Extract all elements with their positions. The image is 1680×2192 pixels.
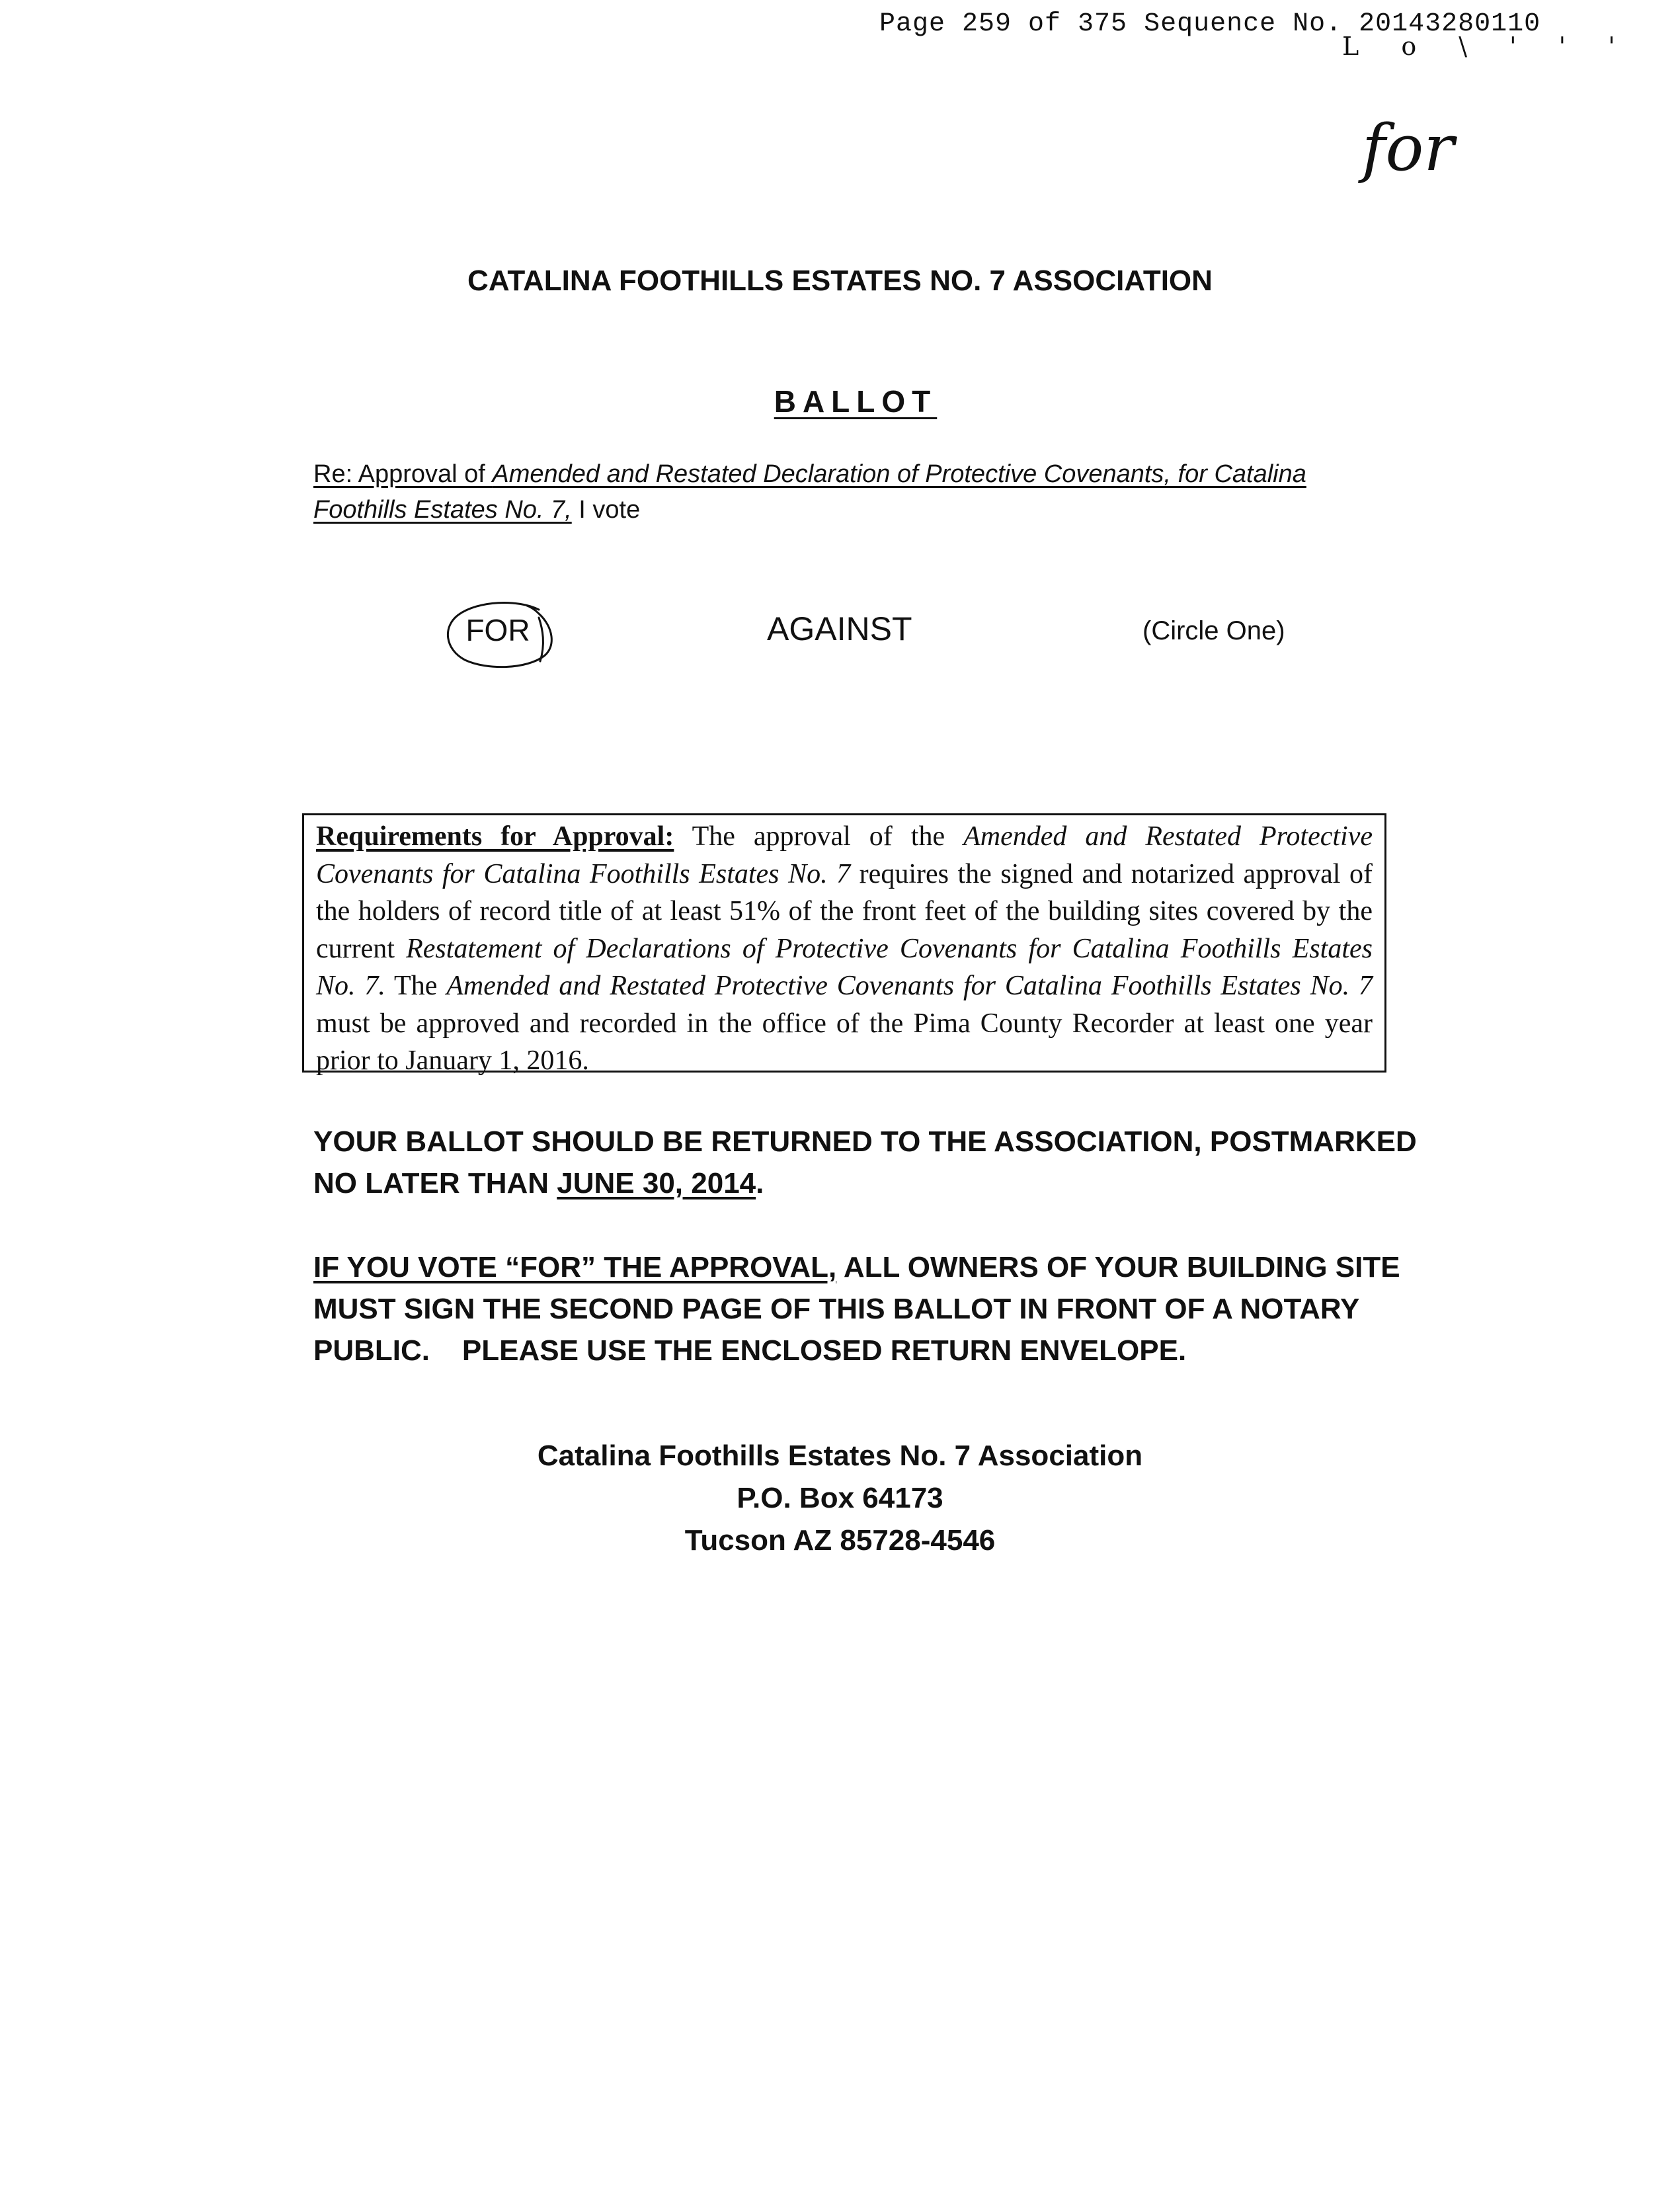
handwritten-note: for <box>1362 111 1455 185</box>
re-document-title: Amended and Restated Declaration of Protective Covenants, for Catalina Foothills Estates No. 7, <box>313 460 1306 524</box>
association-name: Catalina Foothills Estates No. 7 Association <box>537 1440 1143 1472</box>
requirements-italic-3: Amended and Restated Protective Covenants for Catalina Foothills Estates No. 7 <box>446 971 1373 1001</box>
association-address <box>0 1435 1680 1562</box>
envelope-notice: PLEASE USE THE ENCLOSED RETURN ENVELOPE. <box>461 1334 1187 1367</box>
requirements-box <box>302 813 1386 1076</box>
requirements-label: Requirements for Approval: <box>316 821 674 852</box>
association-po-box: P.O. Box 64173 <box>737 1482 943 1514</box>
association-city-zip: Tucson AZ 85728-4546 <box>684 1524 996 1557</box>
requirements-italic-2: Restatement of Declarations of Protective Covenants for Catalina Foothills Estates No. 7. <box>316 933 1373 1001</box>
page-sequence-header: Page 259 of 375 Sequence No. 20143280110 <box>879 9 1541 39</box>
return-notice <box>313 1121 1424 1204</box>
re-suffix: I vote <box>571 496 641 524</box>
signing-notice-underlined: IF YOU VOTE “FOR” THE APPROVAL, <box>313 1251 837 1283</box>
document-title: CATALINA FOOTHILLS ESTATES NO. 7 ASSOCIATION <box>467 264 1213 297</box>
vote-for-option[interactable] <box>440 595 559 674</box>
return-notice-text: YOUR BALLOT SHOULD BE RETURNED TO THE ASSOCIATION, POSTMARKED NO LATER THAN <box>313 1125 1417 1199</box>
requirements-text-2: requires the signed and notarized approval of the holders of record title of at least 51% of the front feet of the building sites covered by the current <box>316 858 1373 964</box>
signing-notice <box>313 1246 1424 1371</box>
requirements-text-4: must be approved and recorded in the office of the Pima County Recorder at least one year prior to January 1, 2016. <box>316 1008 1373 1076</box>
vote-against-option[interactable]: AGAINST <box>767 610 912 647</box>
re-prefix: Re: Approval of <box>313 460 493 488</box>
return-deadline: JUNE 30, 2014 <box>557 1167 756 1199</box>
margin-marks: L o \ ' ' ' <box>1342 32 1632 61</box>
re-line <box>313 456 1398 528</box>
requirements-italic-1: Amended and Restated Protective Covenants for Catalina Foothills Estates No. 7 <box>316 821 1373 889</box>
signing-notice-text: ALL OWNERS OF YOUR BUILDING SITE MUST SIGN THE SECOND PAGE OF THIS BALLOT IN FRONT OF A NOTARY PUBLIC. <box>313 1251 1400 1367</box>
vote-instruction: (Circle One) <box>1142 616 1285 645</box>
ballot-heading: BALLOT <box>774 384 938 419</box>
requirements-text-1: The approval of the <box>674 821 964 852</box>
requirements-text-3: The <box>385 971 447 1001</box>
return-notice-end: . <box>756 1167 764 1199</box>
vote-for-label: FOR <box>465 613 530 647</box>
